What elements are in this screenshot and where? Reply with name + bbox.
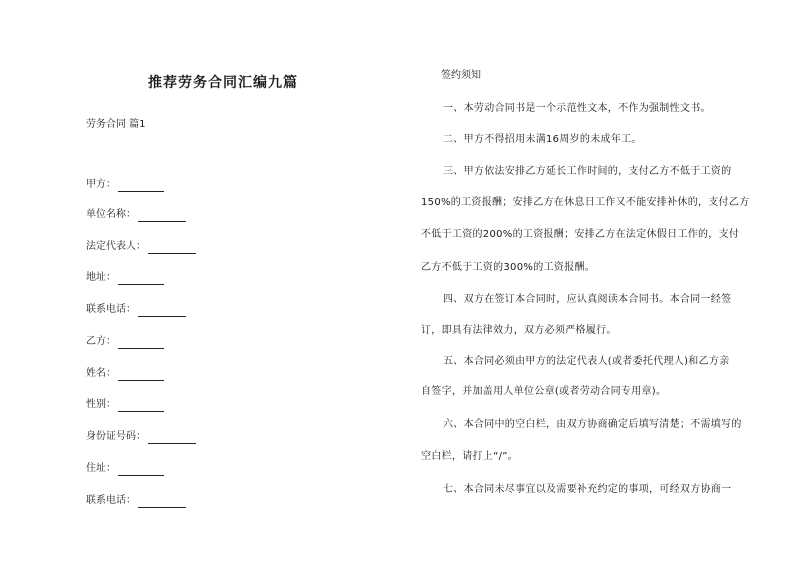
notice-line: 二、甲方不得招用未满16周岁的未成年工。	[443, 134, 642, 145]
field-residence	[86, 462, 164, 476]
field-unit-name	[86, 208, 186, 222]
blank-line	[118, 369, 164, 381]
field-label: 性别：	[86, 399, 116, 410]
document-title: 推荐劳务合同汇编九篇	[148, 75, 298, 91]
notice-line: 三、甲方依法安排乙方延长工作时间的，支付乙方不低于工资的	[443, 166, 732, 177]
notice-line: 六、本合同中的空白栏，由双方协商确定后填写清楚；不需填写的	[443, 419, 742, 430]
field-address	[86, 271, 164, 285]
blank-line	[148, 242, 196, 254]
field-label: 联系电话：	[86, 495, 136, 506]
notice-line: 乙方不低于工资的300%的工资报酬。	[421, 262, 595, 273]
field-party-a	[86, 178, 164, 192]
field-legal-representative	[86, 240, 196, 254]
blank-line	[138, 496, 186, 508]
field-label: 姓名：	[86, 368, 116, 379]
field-label: 联系电话：	[86, 304, 136, 315]
blank-line	[118, 464, 164, 476]
notice-line: 自签字，并加盖用人单位公章(或者劳动合同专用章)。	[421, 386, 667, 397]
notice-line: 空白栏，请打上“/”。	[421, 451, 519, 462]
notice-line: 不低于工资的200%的工资报酬；安排乙方在法定休假日工作的，支付	[421, 229, 740, 240]
notice-line: 一、本劳动合同书是一个示范性文本，不作为强制性文书。	[443, 103, 711, 114]
field-label: 单位名称：	[86, 209, 136, 220]
field-gender	[86, 398, 164, 412]
notice-line: 五、本合同必须由甲方的法定代表人(或者委托代理人)和乙方亲	[443, 356, 730, 367]
blank-line	[118, 400, 164, 412]
notice-line: 七、本合同未尽事宜以及需要补充约定的事项，可经双方协商一	[443, 484, 732, 495]
field-party-b	[86, 335, 164, 349]
notice-line: 四、双方在签订本合同时，应认真阅读本合同书。本合同一经签	[443, 294, 732, 305]
notice-line: 150%的工资报酬；安排乙方在休息日工作又不能安排补休的，支付乙方	[421, 197, 750, 208]
field-phone-b	[86, 494, 186, 508]
field-label: 身份证号码：	[86, 431, 146, 442]
field-label: 地址：	[86, 272, 116, 283]
field-id-number	[86, 430, 196, 444]
blank-line	[118, 273, 164, 285]
blank-line	[148, 432, 196, 444]
field-label: 乙方：	[86, 336, 116, 347]
contract-subtitle: 劳务合同 篇1	[86, 119, 146, 130]
blank-line	[138, 305, 186, 317]
signing-notice-heading: 签约须知	[441, 70, 481, 81]
field-phone-a	[86, 303, 186, 317]
blank-line	[138, 210, 186, 222]
blank-line	[118, 337, 164, 349]
field-label: 甲方：	[86, 179, 116, 190]
field-name	[86, 367, 164, 381]
field-label: 住址：	[86, 463, 116, 474]
notice-line: 订，即具有法律效力，双方必须严格履行。	[421, 325, 617, 336]
blank-line	[118, 180, 164, 192]
field-label: 法定代表人：	[86, 241, 146, 252]
